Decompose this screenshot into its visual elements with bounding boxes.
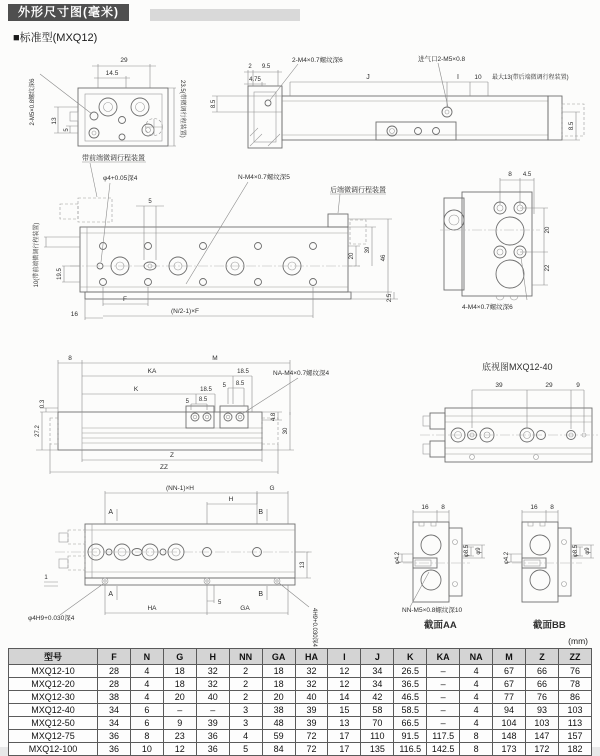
table-cell: 39 — [295, 717, 328, 730]
table-cell: 12 — [328, 678, 361, 691]
table-cell: 6 — [130, 704, 163, 717]
table-cell: 3 — [229, 717, 262, 730]
table-cell: 94 — [493, 704, 526, 717]
bottom-view-title: 底视图MXQ12-40 — [482, 362, 553, 372]
table-cell: 18 — [262, 678, 295, 691]
table-cell: 58.5 — [394, 704, 427, 717]
table-cell: 67 — [493, 678, 526, 691]
dia-8-5: φ8.5 — [573, 544, 579, 558]
section-bb-caption: 截面BB — [533, 620, 566, 631]
table-cell: 34 — [361, 678, 394, 691]
table-cell: 36 — [196, 730, 229, 743]
dim-18-5a: 18.5 — [237, 369, 249, 375]
dim-2: 2 — [248, 64, 252, 70]
table-cell: 147 — [525, 730, 558, 743]
table-cell: 142.5 — [427, 743, 460, 756]
dim-KA: KA — [147, 368, 157, 375]
table-cell: 4 — [130, 678, 163, 691]
table-cell: 40 — [295, 691, 328, 704]
drawing-side-view — [211, 54, 584, 148]
dim-27-2: 27.2 — [35, 425, 41, 437]
table-cell: – — [427, 704, 460, 717]
table-cell: 91.5 — [394, 730, 427, 743]
table-cell: 8 — [130, 730, 163, 743]
dim-G: G — [269, 485, 275, 492]
dim-I: I — [457, 74, 459, 81]
section-marker-B-bottom: B — [258, 591, 263, 598]
dim-0-3: 0.3 — [40, 399, 46, 409]
table-cell: – — [427, 717, 460, 730]
table-header-cell: G — [163, 649, 196, 665]
table-header-cell: NN — [229, 649, 262, 665]
model-cell: MXQ12-40 — [9, 704, 98, 717]
dim-Z: Z — [170, 452, 174, 459]
table-cell: 48 — [262, 717, 295, 730]
thread-label: N-M4×0.7螺纹深5 — [238, 174, 290, 181]
table-cell: 17 — [328, 730, 361, 743]
drawing-long-plan-view — [32, 172, 398, 320]
table-cell: 76 — [525, 691, 558, 704]
table-header-cell: NA — [460, 649, 493, 665]
section-aa — [395, 504, 485, 631]
table-row — [9, 717, 592, 730]
dim-5b: 5 — [222, 383, 226, 389]
table-cell: 3 — [229, 704, 262, 717]
table-cell: 4 — [460, 691, 493, 704]
table-row — [9, 730, 592, 743]
table-cell: 42 — [361, 691, 394, 704]
thread-label: 2-M4×0.7螺纹深6 — [292, 57, 343, 64]
table-row — [9, 678, 592, 691]
table-cell: 12 — [328, 665, 361, 678]
model-cell: MXQ12-30 — [9, 691, 98, 704]
table-cell: 58 — [361, 704, 394, 717]
table-row — [9, 665, 592, 678]
dim-18-5b: 18.5 — [200, 387, 212, 393]
drawing-bottom-view — [35, 355, 330, 474]
table-cell: 103 — [525, 717, 558, 730]
table-cell: 77 — [493, 691, 526, 704]
dowel-hole-label-left: φ4H9+0.030深4 — [28, 615, 75, 622]
table-cell: 173 — [493, 743, 526, 756]
table-cell: 36.5 — [394, 678, 427, 691]
dim-8-5-right: 8.5 — [569, 121, 575, 131]
dia-9: φ9 — [476, 547, 482, 555]
dim-22: 22 — [545, 264, 551, 272]
table-cell: 4 — [460, 704, 493, 717]
dim-8: 8 — [68, 355, 72, 362]
table-cell: 116.5 — [394, 743, 427, 756]
rear-adjuster-caption: 后端微调行程装置 — [330, 187, 386, 194]
dimensions-table — [8, 648, 592, 756]
table-header-cell: ZZ — [558, 649, 591, 665]
table-cell: 38 — [262, 704, 295, 717]
dim-20: 20 — [349, 252, 355, 260]
dim-1: 1 — [44, 575, 48, 581]
model-cell: MXQ12-20 — [9, 678, 98, 691]
table-body — [9, 665, 592, 756]
dim-M: M — [212, 355, 218, 362]
dim-NF: (N/2-1)×F — [171, 308, 199, 315]
table-cell: 12 — [163, 743, 196, 756]
table-header-cell: H — [196, 649, 229, 665]
table-cell: 18 — [163, 665, 196, 678]
table-header-cell: I — [328, 649, 361, 665]
dim-16: 16 — [421, 504, 429, 511]
dim-13: 13 — [51, 117, 58, 125]
table-cell: 10 — [130, 743, 163, 756]
table-header-cell: Z — [525, 649, 558, 665]
table-cell: 34 — [98, 704, 131, 717]
table-cell: 32 — [196, 678, 229, 691]
table-cell: 103 — [558, 704, 591, 717]
drawing-table-plan-view — [28, 485, 319, 648]
max-note: 最大13(带后端微调行程装置) — [492, 75, 569, 81]
drawing-cross-section — [440, 171, 551, 311]
table-header-cell: GA — [262, 649, 295, 665]
table-cell: 104 — [493, 717, 526, 730]
table-cell: 113 — [558, 717, 591, 730]
dim-39: 39 — [495, 382, 503, 389]
table-cell: 18 — [163, 678, 196, 691]
table-cell: 26.5 — [394, 665, 427, 678]
dia-9: φ9 — [585, 547, 591, 555]
dim-20: 20 — [545, 226, 551, 234]
dia-4-2: φ4.2 — [395, 551, 401, 565]
table-cell: 2 — [229, 691, 262, 704]
table-cell: 32 — [295, 665, 328, 678]
dim-19-5: 19.5 — [57, 268, 63, 280]
table-cell: 4 — [130, 665, 163, 678]
table-cell: – — [427, 665, 460, 678]
table-cell: 8 — [460, 743, 493, 756]
table-cell: 4 — [460, 665, 493, 678]
model-cell: MXQ12-100 — [9, 743, 98, 756]
section-marker-A-top: A — [108, 509, 113, 516]
dim-H: H — [228, 496, 234, 503]
table-cell: 5 — [229, 743, 262, 756]
table-cell: 18 — [262, 665, 295, 678]
dim-9: 9 — [576, 382, 580, 389]
table-cell: 67 — [493, 665, 526, 678]
table-cell: 15 — [328, 704, 361, 717]
table-cell: 20 — [262, 691, 295, 704]
table-cell: 135 — [361, 743, 394, 756]
table-cell: 70 — [361, 717, 394, 730]
model-cell: MXQ12-10 — [9, 665, 98, 678]
page-subtitle: ■标准型(MXQ12) — [13, 32, 98, 44]
dim-4-5: 4.5 — [522, 172, 532, 178]
table-cell: 32 — [295, 678, 328, 691]
table-cell: 39 — [196, 717, 229, 730]
dim-5: 5 — [148, 199, 152, 205]
table-cell: – — [427, 691, 460, 704]
table-cell: – — [163, 704, 196, 717]
drawing-bottom-view-40 — [420, 361, 598, 462]
section-marker-B-top: B — [258, 509, 263, 516]
dim-8: 8 — [550, 504, 554, 511]
table-cell: 6 — [130, 717, 163, 730]
dowel-hole-label-right: 4H9+0.030深4 — [311, 608, 317, 647]
table-cell: 39 — [295, 704, 328, 717]
table-header-cell: 型号 — [9, 649, 98, 665]
thread-label: 2-M5×0.8螺纹深6 — [30, 78, 36, 126]
table-header-cell: K — [394, 649, 427, 665]
table-header-cell: HA — [295, 649, 328, 665]
model-cell: MXQ12-50 — [9, 717, 98, 730]
table-header-cell: M — [493, 649, 526, 665]
dim-8-5b: 8.5 — [235, 381, 245, 387]
table-header-row — [9, 649, 592, 665]
dim-29: 29 — [545, 382, 553, 389]
dim-10: 10 — [474, 74, 482, 81]
model-cell: MXQ12-75 — [9, 730, 98, 743]
dim-F: F — [123, 296, 127, 303]
table-cell: 2 — [229, 678, 262, 691]
dim-K: K — [133, 386, 139, 393]
table-cell: 66 — [525, 665, 558, 678]
title-bar-tail — [150, 9, 300, 21]
table-cell: 66.5 — [394, 717, 427, 730]
table-cell: 38 — [98, 691, 131, 704]
dim-30: 30 — [283, 427, 289, 435]
dim-29: 29 — [120, 57, 128, 64]
left-note: 10(带前端微调行程装置) — [34, 222, 40, 288]
table-cell: 20 — [163, 691, 196, 704]
dim-39: 39 — [365, 246, 371, 254]
table-header-cell: F — [98, 649, 131, 665]
table-cell: 40 — [196, 691, 229, 704]
pin-hole-label: φ4+0.05深4 — [103, 175, 138, 182]
table-cell: 76 — [558, 665, 591, 678]
table-cell: 59 — [262, 730, 295, 743]
table-cell: 28 — [98, 665, 131, 678]
dim-4-75: 4.75 — [249, 77, 261, 83]
front-adjuster-caption: 带前端微调行程装置 — [82, 155, 145, 162]
table-cell: 148 — [493, 730, 526, 743]
dia-4-2: φ4.2 — [504, 551, 510, 565]
table-row — [9, 743, 592, 756]
table-cell: 9 — [163, 717, 196, 730]
table-row — [9, 704, 592, 717]
unit-note: (mm) — [568, 636, 588, 646]
dim-HA: HA — [147, 605, 157, 612]
dim-46: 46 — [381, 254, 387, 262]
air-port-label: 进气口2-M5×0.8 — [418, 56, 466, 63]
dia-8-5: φ8.5 — [464, 544, 470, 558]
dim-J: J — [366, 74, 370, 81]
side-note: 23.5(带微调行程装置) — [179, 80, 185, 138]
dim-NNH: (NN-1)×H — [166, 485, 194, 492]
thread-label: NN-M5×0.8螺纹深10 — [402, 607, 463, 614]
table-cell: 17 — [328, 743, 361, 756]
table-cell: – — [427, 678, 460, 691]
table-cell: 32 — [196, 665, 229, 678]
table-cell: 4 — [460, 678, 493, 691]
table-cell: 78 — [558, 678, 591, 691]
dim-8: 8 — [441, 504, 445, 511]
dim-ZZ: ZZ — [160, 464, 168, 471]
table-cell: 23 — [163, 730, 196, 743]
table-cell: 172 — [525, 743, 558, 756]
thread-label: 4-M4×0.7螺纹深6 — [462, 304, 513, 311]
table-cell: 8 — [460, 730, 493, 743]
dim-8: 8 — [508, 171, 512, 178]
table-cell: 2 — [229, 665, 262, 678]
table-cell: 117.5 — [427, 730, 460, 743]
table-cell: 157 — [558, 730, 591, 743]
dim-9-5: 9.5 — [261, 64, 271, 70]
dim-8-5-left: 8.5 — [211, 99, 217, 109]
table-cell: – — [196, 704, 229, 717]
table-cell: 93 — [525, 704, 558, 717]
dim-16: 16 — [530, 504, 538, 511]
table-cell: 86 — [558, 691, 591, 704]
thread-label: NA-M4×0.7螺纹深4 — [273, 370, 330, 377]
table-cell: 36 — [98, 730, 131, 743]
table-cell: 13 — [328, 717, 361, 730]
table-cell: 72 — [295, 730, 328, 743]
page-title: 外形尺寸图(毫米) — [8, 4, 129, 21]
section-marker-A-bottom: A — [108, 591, 113, 598]
table-cell: 46.5 — [394, 691, 427, 704]
dim-5: 5 — [64, 128, 70, 132]
dim-16: 16 — [70, 311, 78, 318]
table-cell: 182 — [558, 743, 591, 756]
table-cell: 4 — [229, 730, 262, 743]
dim-5a: 5 — [185, 399, 189, 405]
table-row — [9, 691, 592, 704]
table-cell: 4 — [130, 691, 163, 704]
table-header-cell: KA — [427, 649, 460, 665]
table-cell: 36 — [98, 743, 131, 756]
dim-8-5a: 8.5 — [198, 397, 208, 403]
section-aa-caption: 截面AA — [424, 620, 457, 631]
table-header-cell: N — [130, 649, 163, 665]
dim-4-8: 4.8 — [271, 412, 277, 422]
table-header-cell: J — [361, 649, 394, 665]
dim-14-5: 14.5 — [105, 70, 119, 77]
table-cell: 34 — [361, 665, 394, 678]
dim-GA: GA — [240, 605, 250, 612]
table-cell: 14 — [328, 691, 361, 704]
dim-5: 5 — [218, 600, 222, 606]
table-cell: 66 — [525, 678, 558, 691]
table-cell: 84 — [262, 743, 295, 756]
table-cell: 34 — [98, 717, 131, 730]
table-cell: 28 — [98, 678, 131, 691]
table-cell: 110 — [361, 730, 394, 743]
section-bb — [504, 504, 594, 631]
dim-13: 13 — [300, 561, 306, 569]
table-cell: 36 — [196, 743, 229, 756]
table-cell: 72 — [295, 743, 328, 756]
dim-2-5: 2.5 — [387, 293, 393, 303]
table-cell: 4 — [460, 717, 493, 730]
